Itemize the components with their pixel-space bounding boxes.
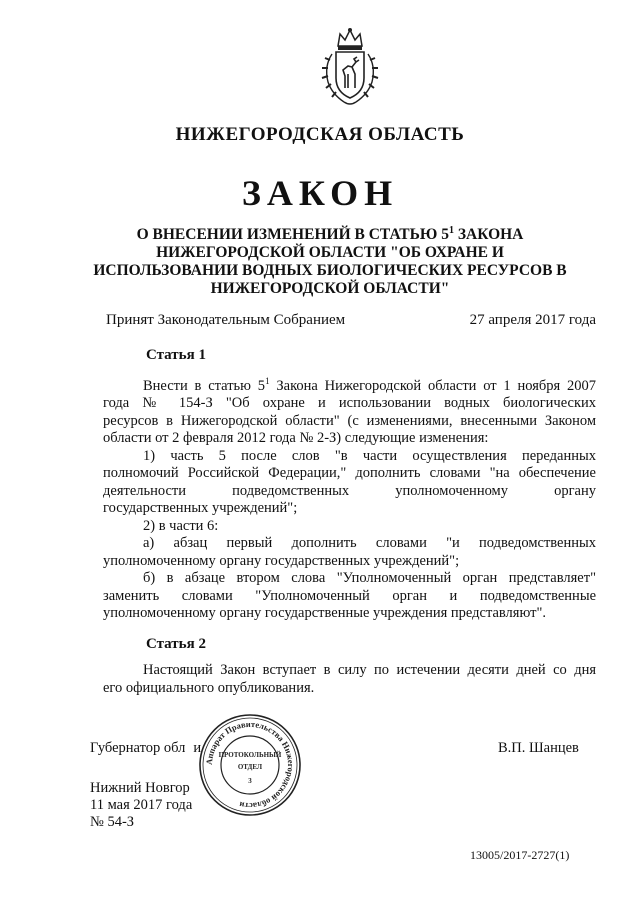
region-name: НИЖЕГОРОДСКАЯ ОБЛАСТЬ — [175, 124, 465, 145]
signing-date: 11 мая 2017 года — [90, 797, 193, 813]
adoption-line — [106, 312, 596, 329]
stamp-ring-text: Аппарат Правительства Нижегородской области — [203, 718, 297, 812]
adoption-date: 27 апреля 2017 года — [469, 312, 596, 328]
official-stamp — [197, 712, 303, 818]
document-code: 13005/2017-2727(1) — [470, 848, 570, 862]
stamp-center-line1: ПРОТОКОЛЬНЫЙ — [218, 751, 282, 759]
coat-of-arms-emblem — [318, 26, 382, 108]
governor-position: Губернатор обл и — [90, 740, 202, 756]
signing-city: Нижний Новгор — [90, 780, 190, 796]
document-type: ЗАКОН — [241, 173, 399, 213]
article-1-body: Внести в статью $5^1$ Закона Нижегородской области от 1 ноября 2007 года № 154-З "Об охране и использовании водных биологических ресурсов в Нижегородской области" (с изменениями, внесенными Законом области от 2 февраля 2012 года № 2-З) следующие изменения: 1) часть 5 после слов "в части осуществления переданных полномочий Российской Федерации," дополнить словами "на обеспечение деятельности подведомственных уполномоченному органу государственных учреждений"; 2) в части 6: а) абзац первый дополнить словами "и подведомственных уполномоченному органу государственных учреждений"; б) в абзаце втором слова "Уполномоченный орган представляет" заменить словами "Уполномоченный орган и подведомственные уполномоченному органу государственные учреждения представляют". — [103, 376, 596, 622]
article-1-heading: Статья 1 — [146, 347, 206, 363]
governor-name: В.П. Шанцев — [498, 740, 579, 756]
stamp-center-line3: 3 — [248, 777, 252, 785]
stamp-center-line2: ОТДЕЛ — [237, 763, 263, 771]
article-2-heading: Статья 2 — [146, 636, 206, 652]
adoption-label: Принят Законодательным Собранием — [106, 312, 346, 328]
article-2-body: Настоящий Закон вступает в силу по истечении десяти дней со дня его официального опубликования. — [103, 662, 596, 696]
document-title: О ВНЕСЕНИИ ИЗМЕНЕНИЙ В СТАТЬЮ $5^1$ ЗАКОНА НИЖЕГОРОДСКОЙ ОБЛАСТИ "ОБ ОХРАНЕ И ИСПОЛЬЗОВАНИИ ВОДНЫХ БИОЛОГИЧЕСКИХ РЕСУРСОВ В НИЖЕГОРОДСКОЙ ОБЛАСТИ" — [93, 225, 567, 298]
law-number: № 54-З — [90, 814, 135, 830]
